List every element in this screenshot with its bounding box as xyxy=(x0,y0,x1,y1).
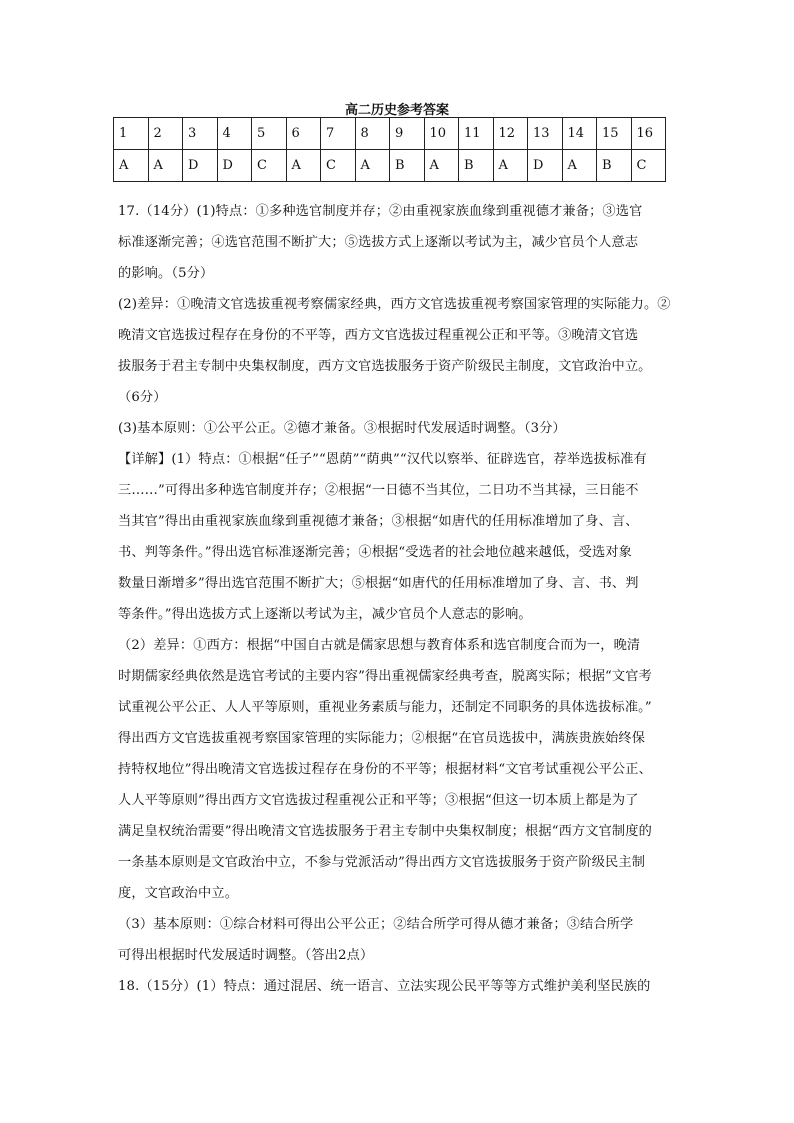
text-line: 满足皇权统治需要”得出晚清文官选拔服务于君主专制中央集权制度；根据“西方文官制度的 xyxy=(118,824,652,839)
table-cell: 13 xyxy=(528,118,563,150)
answer-row xyxy=(114,150,666,182)
table-cell: 15 xyxy=(597,118,632,150)
text-line: 可得出根据时代发展适时调整。（答出2点） xyxy=(118,948,374,963)
table-cell: 5 xyxy=(252,118,287,150)
table-cell: A xyxy=(355,150,390,182)
text-line: 等条件。”得出选拔方式上逐渐以考试为主，减少官员个人意志的影响。 xyxy=(118,607,532,622)
table-cell: 8 xyxy=(355,118,390,150)
text-line: 三……”可得出多种选官制度并存；②根据“一日德不当其位，二日功不当其禄，三日能不 xyxy=(118,483,639,498)
table-cell: 16 xyxy=(631,118,666,150)
text-line: 的影响。（5分） xyxy=(118,266,214,281)
table-cell: 6 xyxy=(286,118,321,150)
text-line: (3)基本原则：①公平公正。②德才兼备。③根据时代发展适时调整。（3分） xyxy=(118,421,566,436)
text-line: 书、判等条件。”得出选官标准逐渐完善；④根据“受选者的社会地位越来越低，受选对象 xyxy=(118,545,633,560)
table-cell: 9 xyxy=(390,118,425,150)
table-cell: B xyxy=(390,150,425,182)
text-line: 一条基本原则是文官政治中立，不参与党派活动”得出西方文官选拔服务于资产阶级民主制 xyxy=(118,855,646,870)
table-cell: 14 xyxy=(562,118,597,150)
table-cell: 10 xyxy=(424,118,459,150)
text-line: 度，文官政治中立。 xyxy=(118,886,239,901)
text-line: 18.（15分）(1）特点：通过混居、统一语言、立法实现公民平等等方式维护美利坚民族的 xyxy=(118,979,651,994)
table-cell: A xyxy=(148,150,183,182)
table-cell: 2 xyxy=(148,118,183,150)
table-cell: D xyxy=(183,150,218,182)
table-cell: A xyxy=(114,150,149,182)
text-line: 17.（14分）(1)特点：①多种选官制度并存；②由重视家族血缘到重视德才兼备；③选官 xyxy=(118,204,643,219)
table-cell: D xyxy=(528,150,563,182)
text-line: 持特权地位”得出晚清文官选拔过程存在身份的不平等；根据材料“文官考试重视公平公正、 xyxy=(118,762,652,777)
text-line: （2）差异：①西方：根据“中国自古就是儒家思想与教育体系和选官制度合而为一，晚清 xyxy=(118,638,641,653)
table-cell: A xyxy=(493,150,528,182)
text-line: 得出西方文官选拔重视考察国家管理的实际能力；②根据“在官员选拔中，满族贵族始终保 xyxy=(118,731,646,746)
text-line: 时期儒家经典依然是选官考试的主要内容”得出重视儒家经典考查，脱离实际；根据“文官考 xyxy=(118,669,652,684)
text-line: （3）基本原则：①综合材料可得出公平公正；②结合所学可得从德才兼备；③结合所学 xyxy=(118,917,634,932)
text-line: 拔服务于君主专制中央集权制度，西方文官选拔服务于资产阶级民主制度，文官政治中立。 xyxy=(118,359,652,374)
table-cell: 12 xyxy=(493,118,528,150)
table-cell: 7 xyxy=(321,118,356,150)
text-line: 【详解】(1）特点：①根据“任子”“恩荫”“荫典”“汉代以察举、征辟选官，荐举选拔标准有 xyxy=(118,452,647,467)
text-line: 当其官”得出由重视家族血缘到重视德才兼备；③根据“如唐代的任用标准增加了身、言、 xyxy=(118,514,639,529)
table-cell: 4 xyxy=(217,118,252,150)
text-line: 晚清文官选拔过程存在身份的不平等，西方文官选拔过程重视公正和平等。③晚清文官选 xyxy=(118,328,639,343)
text-line: 标准逐渐完善；④选官范围不断扩大；⑤选拔方式上逐渐以考试为主，减少官员个人意志 xyxy=(118,235,639,250)
answer-explanation-body xyxy=(118,196,678,1002)
text-line: (2)差异：①晚清文官选拔重视考察儒家经典，西方文官选拔重视考察国家管理的实际能力。② xyxy=(118,297,671,312)
table-cell: 1 xyxy=(114,118,149,150)
table-cell: D xyxy=(217,150,252,182)
table-cell: 11 xyxy=(459,118,494,150)
table-cell: B xyxy=(459,150,494,182)
table-cell: C xyxy=(321,150,356,182)
table-cell: C xyxy=(252,150,287,182)
answer-table xyxy=(113,117,666,182)
table-cell: B xyxy=(597,150,632,182)
text-line: 试重视公平公正、人人平等原则，重视业务素质与能力，还制定不同职务的具体选拔标准。” xyxy=(118,700,652,715)
text-line: 数量日渐增多”得出选官范围不断扩大；⑤根据“如唐代的任用标准增加了身、言、书、判 xyxy=(118,576,639,591)
text-line: （6分） xyxy=(118,390,167,405)
text-line: 人人平等原则”得出西方文官选拔过程重视公正和平等；③根据“但这一切本质上都是为了 xyxy=(118,793,639,808)
table-cell: C xyxy=(631,150,666,182)
table-cell: A xyxy=(562,150,597,182)
page-title: 高二历史参考答案 xyxy=(344,103,449,118)
question-number-row xyxy=(114,118,666,150)
table-cell: 3 xyxy=(183,118,218,150)
table-cell: A xyxy=(286,150,321,182)
table-cell: A xyxy=(424,150,459,182)
